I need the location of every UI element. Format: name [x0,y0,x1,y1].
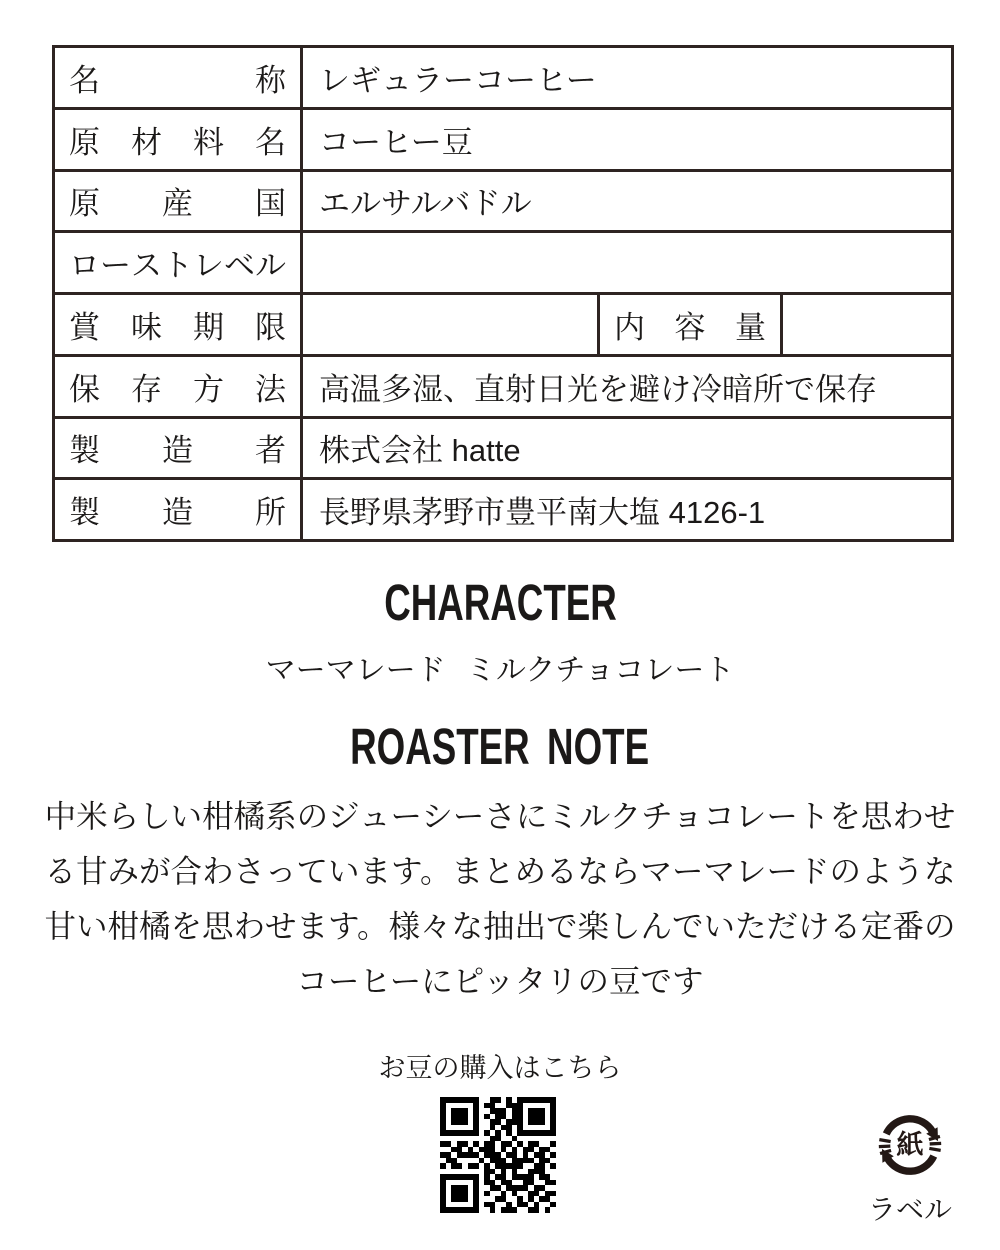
row-value: コーヒー豆 [302,108,953,170]
table-row-best-before [54,294,953,356]
row-label [54,355,302,417]
table-row-ingredients [54,108,953,170]
row-label-text: 原 産 国 [69,186,286,222]
row-value: エルサルバドル [302,170,953,232]
roaster-note-heading-text: ROASTER NOTE [350,718,650,775]
row-label [54,294,302,356]
row-label [54,108,302,170]
row-value: レギュラーコーヒー [302,47,953,109]
row-label-net-content [599,294,782,356]
row-label [54,417,302,479]
row-value [302,232,953,294]
row-value-best-before [302,294,599,356]
row-label-text: 名 称 [69,62,286,98]
paragraph-line: コーヒーにピッタリの豆です [296,963,704,999]
purchase-caption: お豆の購入はこちら [378,1053,622,1083]
paragraph-line: 甘い柑橘を思わせます。様々な抽出で楽しんでいただける定番の [44,908,956,944]
row-value: 高温多湿、直射日光を避け冷暗所で保存 [302,355,953,417]
row-value: 株式会社 hatte [302,417,953,479]
character-heading [0,574,1000,631]
roaster-note-heading [0,718,1000,775]
paragraph-line: 中米らしい柑橘系のジューシーさにミルクチョコレートを思わせ [44,798,956,834]
recycle-mark [858,1104,962,1228]
character-heading-text: CHARACTER [383,574,617,631]
paragraph-line: る甘みが合わさっています。まとめるならマーマレードのような [44,853,956,889]
table-row-storage [54,355,953,417]
table-row-origin [54,170,953,232]
row-label-text: 製 造 所 [69,495,286,531]
row-label [54,232,302,294]
table-row-factory [54,479,953,541]
row-label-text: 製 造 者 [69,433,286,469]
table-row-name [54,47,953,109]
row-label-text: 賞 味 期 限 [69,309,286,345]
character-text: マーマレード ミルクチョコレート [265,654,735,687]
qr-code [440,1097,556,1213]
row-label-text: 保 存 方 法 [69,371,286,407]
table-row-manufacturer [54,417,953,479]
row-value-net-content [782,294,953,356]
row-value: 長野県茅野市豊平南大塩 4126-1 [302,479,953,541]
roaster-note-paragraph [0,789,1000,1009]
paper-recycle-icon [869,1104,951,1186]
row-label [54,479,302,541]
row-label-text: 原 材 料 名 [69,124,286,160]
row-label [54,170,302,232]
product-spec-table [52,45,954,542]
recycle-mark-kanji: 紙 [896,1130,924,1160]
row-label [54,47,302,109]
row-label-text: 内 容 量 [614,309,766,345]
table-row-roast-level [54,232,953,294]
recycle-mark-label: ラベル [867,1194,952,1225]
row-label-text: ロ ー ス ト レ ベ ル [69,248,286,284]
